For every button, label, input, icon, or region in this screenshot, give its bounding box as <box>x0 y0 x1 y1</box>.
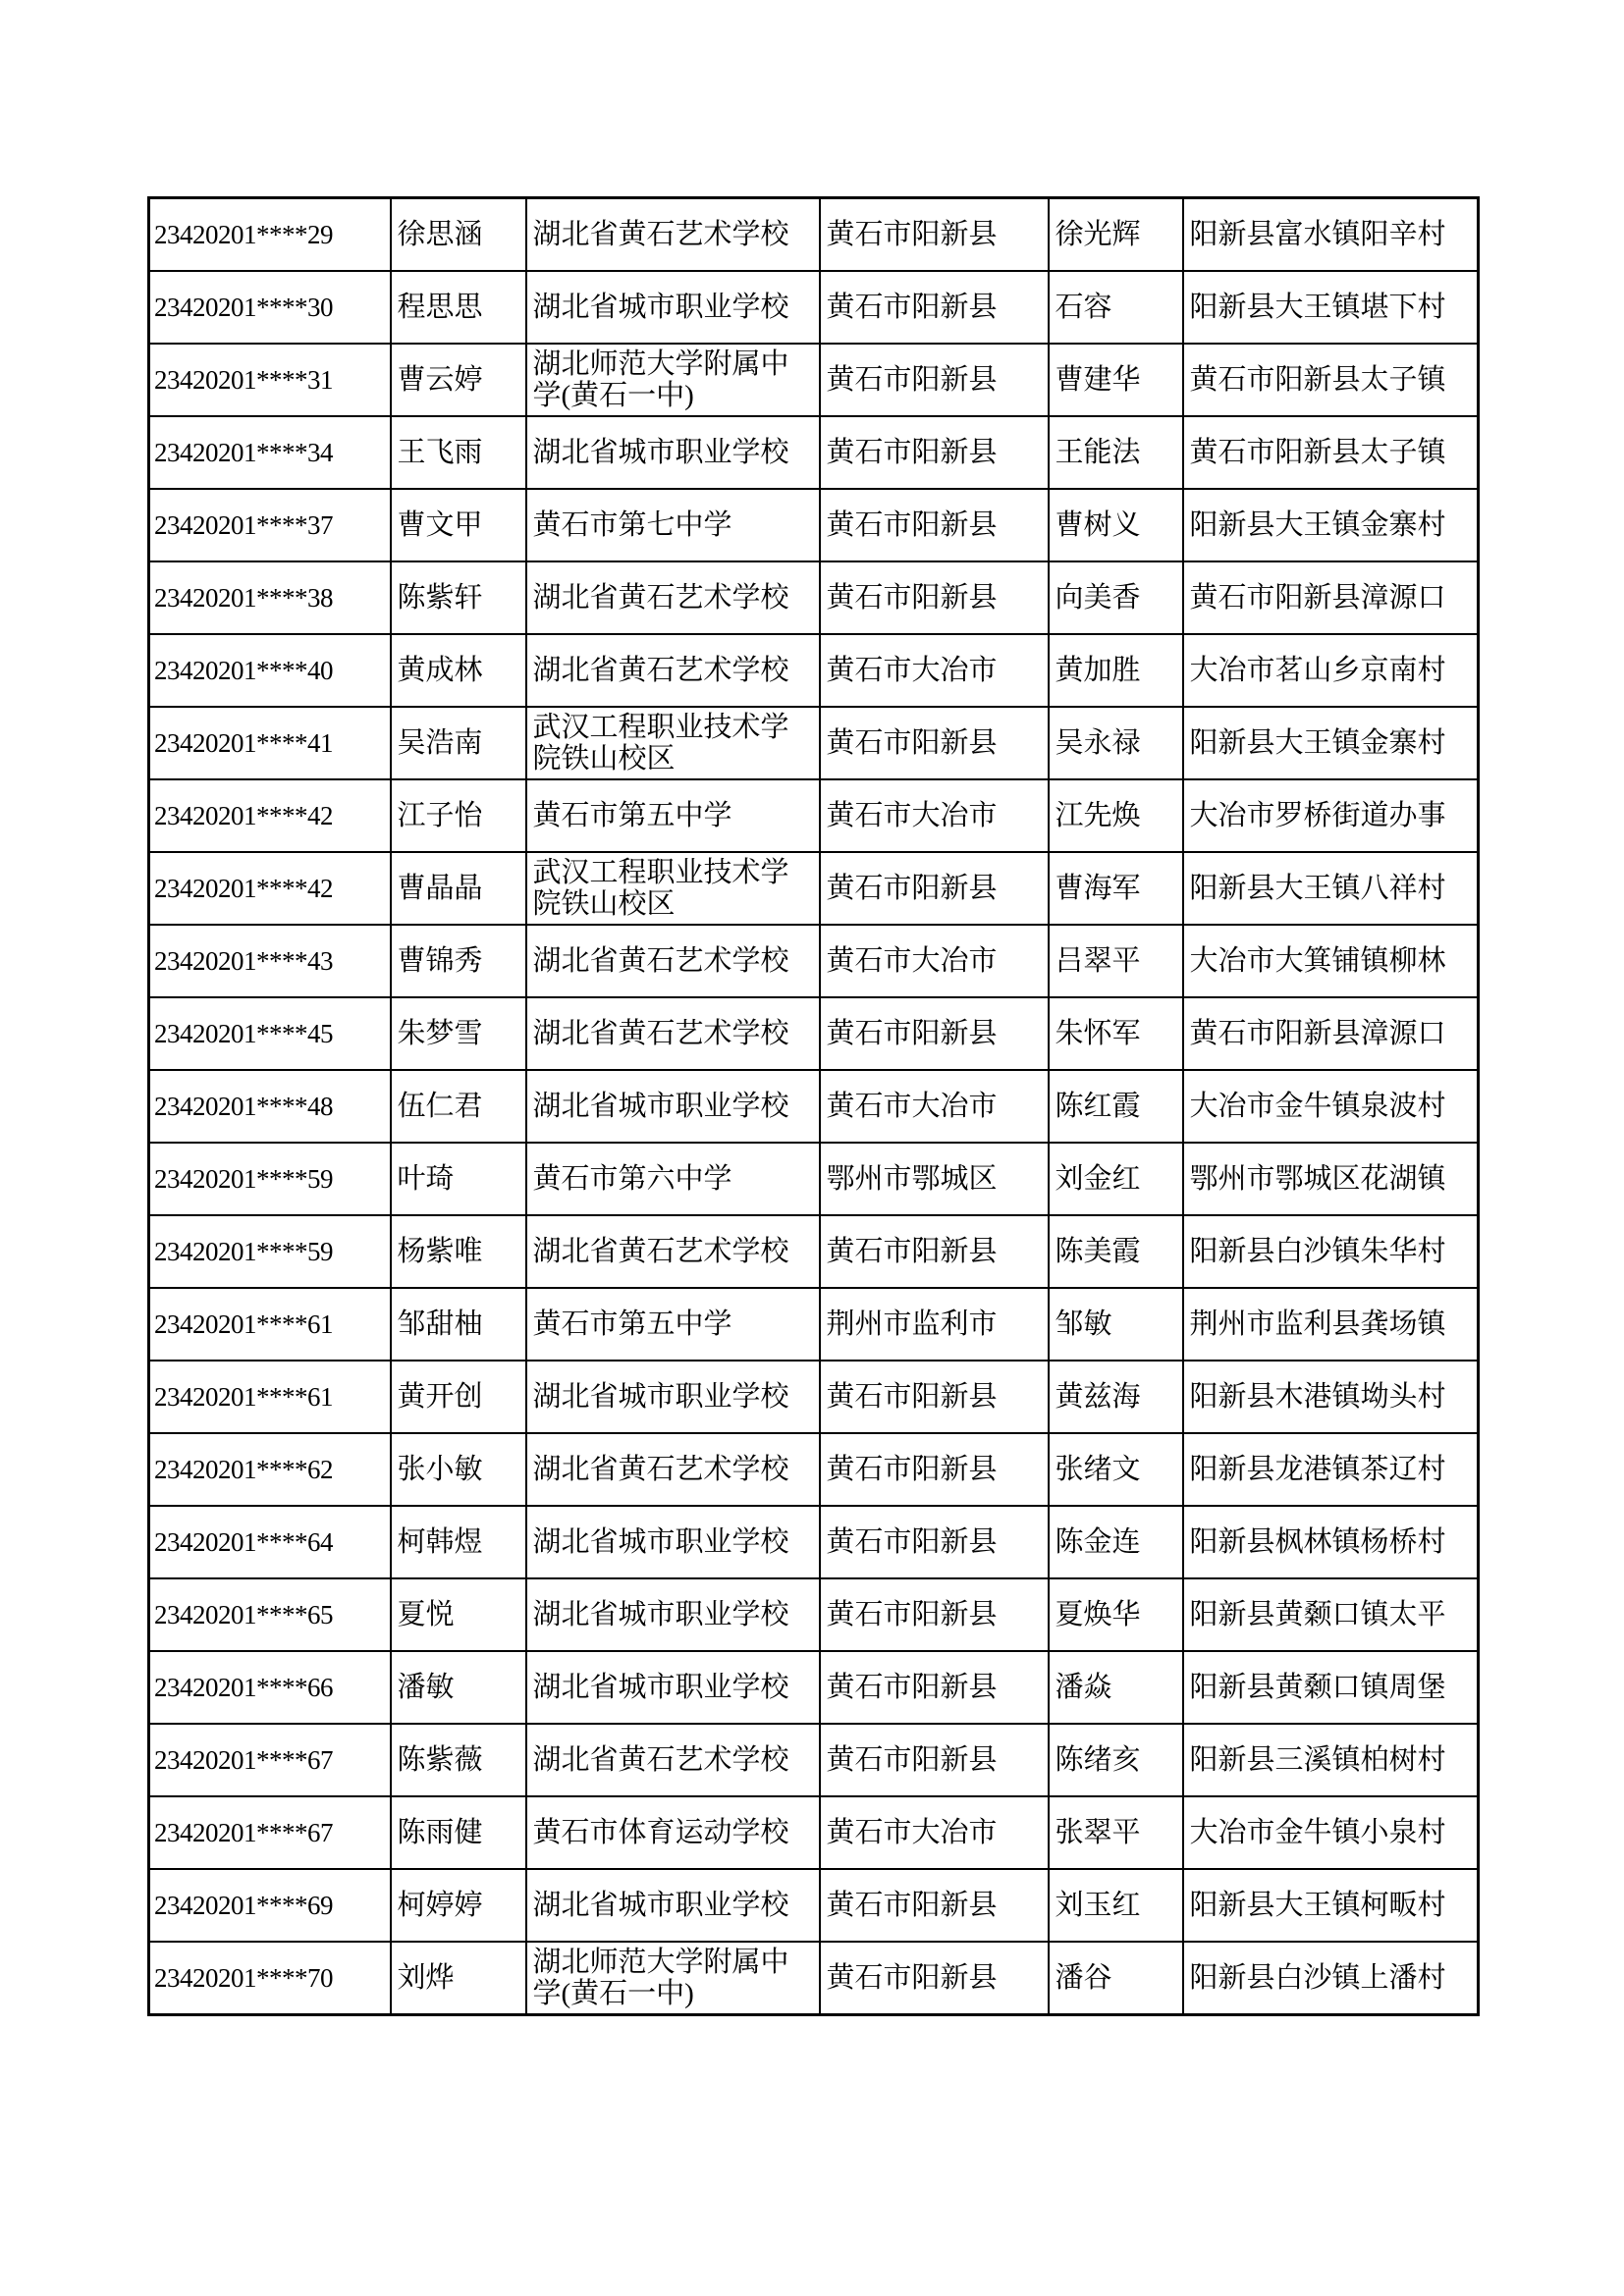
region-cell: 黄石市阳新县 <box>820 997 1049 1070</box>
school-cell: 黄石市体育运动学校 <box>526 1796 820 1869</box>
student-id-cell: 23420201****37 <box>149 489 391 561</box>
table-row <box>149 1942 1479 2015</box>
school-cell: 湖北省黄石艺术学校 <box>526 997 820 1070</box>
table-row <box>149 1796 1479 1869</box>
student-name-cell: 黄开创 <box>391 1361 526 1433</box>
region-cell: 黄石市阳新县 <box>820 561 1049 634</box>
region-cell: 黄石市大冶市 <box>820 1796 1049 1869</box>
student-id-cell: 23420201****40 <box>149 634 391 707</box>
school-cell: 湖北省城市职业学校 <box>526 271 820 344</box>
region-cell: 黄石市阳新县 <box>820 416 1049 489</box>
region-cell: 黄石市阳新县 <box>820 1215 1049 1288</box>
table-row <box>149 925 1479 997</box>
region-cell: 黄石市阳新县 <box>820 852 1049 925</box>
region-cell: 黄石市阳新县 <box>820 707 1049 779</box>
address-cell: 阳新县大王镇堪下村 <box>1183 271 1479 344</box>
school-cell: 湖北省城市职业学校 <box>526 1070 820 1143</box>
address-cell: 阳新县大王镇八祥村 <box>1183 852 1479 925</box>
region-cell: 黄石市阳新县 <box>820 1869 1049 1942</box>
student-id-cell: 23420201****67 <box>149 1724 391 1796</box>
table-row <box>149 1288 1479 1361</box>
student-id-cell: 23420201****66 <box>149 1651 391 1724</box>
table-row <box>149 271 1479 344</box>
table-row <box>149 344 1479 416</box>
region-cell: 鄂州市鄂城区 <box>820 1143 1049 1215</box>
student-name-cell: 陈紫轩 <box>391 561 526 634</box>
address-cell: 阳新县枫林镇杨桥村 <box>1183 1506 1479 1578</box>
address-cell: 阳新县大王镇金寨村 <box>1183 707 1479 779</box>
guardian-name-cell: 陈金连 <box>1049 1506 1183 1578</box>
address-cell: 阳新县大王镇柯畈村 <box>1183 1869 1479 1942</box>
guardian-name-cell: 曹海军 <box>1049 852 1183 925</box>
school-cell: 湖北师范大学附属中学(黄石一中) <box>526 344 820 416</box>
guardian-name-cell: 吴永禄 <box>1049 707 1183 779</box>
address-cell: 阳新县三溪镇柏树村 <box>1183 1724 1479 1796</box>
student-name-cell: 邹甜柚 <box>391 1288 526 1361</box>
student-id-cell: 23420201****38 <box>149 561 391 634</box>
student-id-cell: 23420201****31 <box>149 344 391 416</box>
region-cell: 黄石市大冶市 <box>820 779 1049 852</box>
region-cell: 黄石市阳新县 <box>820 1578 1049 1651</box>
student-name-cell: 夏悦 <box>391 1578 526 1651</box>
guardian-name-cell: 张绪文 <box>1049 1433 1183 1506</box>
guardian-name-cell: 向美香 <box>1049 561 1183 634</box>
student-name-cell: 曹锦秀 <box>391 925 526 997</box>
student-id-cell: 23420201****48 <box>149 1070 391 1143</box>
student-name-cell: 潘敏 <box>391 1651 526 1724</box>
guardian-name-cell: 陈绪亥 <box>1049 1724 1183 1796</box>
address-cell: 阳新县白沙镇上潘村 <box>1183 1942 1479 2015</box>
address-cell: 大冶市金牛镇小泉村 <box>1183 1796 1479 1869</box>
table-body <box>149 198 1479 2015</box>
address-cell: 阳新县龙港镇茶辽村 <box>1183 1433 1479 1506</box>
table-row <box>149 1361 1479 1433</box>
guardian-name-cell: 潘焱 <box>1049 1651 1183 1724</box>
student-name-cell: 江子怡 <box>391 779 526 852</box>
guardian-name-cell: 陈美霞 <box>1049 1215 1183 1288</box>
school-cell: 湖北省黄石艺术学校 <box>526 634 820 707</box>
guardian-name-cell: 刘金红 <box>1049 1143 1183 1215</box>
guardian-name-cell: 曹建华 <box>1049 344 1183 416</box>
address-cell: 黄石市阳新县太子镇 <box>1183 344 1479 416</box>
school-cell: 湖北省黄石艺术学校 <box>526 1433 820 1506</box>
school-cell: 湖北省黄石艺术学校 <box>526 1724 820 1796</box>
table-row <box>149 1651 1479 1724</box>
region-cell: 黄石市阳新县 <box>820 344 1049 416</box>
student-name-cell: 陈紫薇 <box>391 1724 526 1796</box>
school-cell: 黄石市第五中学 <box>526 1288 820 1361</box>
table-row <box>149 1578 1479 1651</box>
table-row <box>149 1070 1479 1143</box>
student-name-cell: 伍仁君 <box>391 1070 526 1143</box>
school-cell: 湖北省城市职业学校 <box>526 1361 820 1433</box>
region-cell: 黄石市阳新县 <box>820 489 1049 561</box>
table-row <box>149 779 1479 852</box>
address-cell: 大冶市罗桥街道办事 <box>1183 779 1479 852</box>
table-row <box>149 561 1479 634</box>
school-cell: 黄石市第七中学 <box>526 489 820 561</box>
table-row <box>149 852 1479 925</box>
student-id-cell: 23420201****64 <box>149 1506 391 1578</box>
region-cell: 黄石市大冶市 <box>820 1070 1049 1143</box>
student-id-cell: 23420201****42 <box>149 852 391 925</box>
address-cell: 黄石市阳新县太子镇 <box>1183 416 1479 489</box>
school-cell: 黄石市第五中学 <box>526 779 820 852</box>
guardian-name-cell: 朱怀军 <box>1049 997 1183 1070</box>
guardian-name-cell: 邹敏 <box>1049 1288 1183 1361</box>
student-name-cell: 曹云婷 <box>391 344 526 416</box>
address-cell: 阳新县富水镇阳辛村 <box>1183 198 1479 272</box>
student-name-cell: 徐思涵 <box>391 198 526 272</box>
school-cell: 湖北省城市职业学校 <box>526 1869 820 1942</box>
region-cell: 黄石市阳新县 <box>820 1724 1049 1796</box>
guardian-name-cell: 潘谷 <box>1049 1942 1183 2015</box>
guardian-name-cell: 夏焕华 <box>1049 1578 1183 1651</box>
region-cell: 黄石市阳新县 <box>820 271 1049 344</box>
student-name-cell: 陈雨健 <box>391 1796 526 1869</box>
guardian-name-cell: 张翠平 <box>1049 1796 1183 1869</box>
student-id-cell: 23420201****29 <box>149 198 391 272</box>
school-cell: 湖北省黄石艺术学校 <box>526 925 820 997</box>
guardian-name-cell: 黄加胜 <box>1049 634 1183 707</box>
student-name-cell: 张小敏 <box>391 1433 526 1506</box>
address-cell: 大冶市金牛镇泉波村 <box>1183 1070 1479 1143</box>
table-row <box>149 416 1479 489</box>
table-row <box>149 1433 1479 1506</box>
table-row <box>149 1215 1479 1288</box>
student-name-cell: 朱梦雪 <box>391 997 526 1070</box>
guardian-name-cell: 王能法 <box>1049 416 1183 489</box>
table-row <box>149 198 1479 272</box>
table-row <box>149 997 1479 1070</box>
guardian-name-cell: 江先焕 <box>1049 779 1183 852</box>
student-name-cell: 程思思 <box>391 271 526 344</box>
school-cell: 武汉工程职业技术学院铁山校区 <box>526 707 820 779</box>
student-id-cell: 23420201****59 <box>149 1143 391 1215</box>
guardian-name-cell: 黄兹海 <box>1049 1361 1183 1433</box>
address-cell: 阳新县木港镇坳头村 <box>1183 1361 1479 1433</box>
student-id-cell: 23420201****62 <box>149 1433 391 1506</box>
address-cell: 鄂州市鄂城区花湖镇 <box>1183 1143 1479 1215</box>
student-id-cell: 23420201****61 <box>149 1288 391 1361</box>
student-id-cell: 23420201****59 <box>149 1215 391 1288</box>
address-cell: 大冶市大箕铺镇柳林 <box>1183 925 1479 997</box>
address-cell: 黄石市阳新县漳源口 <box>1183 997 1479 1070</box>
table-row <box>149 634 1479 707</box>
address-cell: 阳新县黄颡口镇太平 <box>1183 1578 1479 1651</box>
guardian-name-cell: 曹树义 <box>1049 489 1183 561</box>
student-name-cell: 杨紫唯 <box>391 1215 526 1288</box>
guardian-name-cell: 徐光辉 <box>1049 198 1183 272</box>
student-id-cell: 23420201****43 <box>149 925 391 997</box>
student-id-cell: 23420201****70 <box>149 1942 391 2015</box>
table-row <box>149 1869 1479 1942</box>
student-name-cell: 吴浩南 <box>391 707 526 779</box>
student-name-cell: 王飞雨 <box>391 416 526 489</box>
school-cell: 湖北省城市职业学校 <box>526 1578 820 1651</box>
guardian-name-cell: 刘玉红 <box>1049 1869 1183 1942</box>
region-cell: 黄石市阳新县 <box>820 1433 1049 1506</box>
student-name-cell: 柯婷婷 <box>391 1869 526 1942</box>
region-cell: 黄石市阳新县 <box>820 1942 1049 2015</box>
student-id-cell: 23420201****42 <box>149 779 391 852</box>
guardian-name-cell: 石容 <box>1049 271 1183 344</box>
student-name-cell: 黄成林 <box>391 634 526 707</box>
student-name-cell: 柯韩煜 <box>391 1506 526 1578</box>
region-cell: 黄石市阳新县 <box>820 198 1049 272</box>
school-cell: 湖北省城市职业学校 <box>526 416 820 489</box>
table-row <box>149 707 1479 779</box>
school-cell: 湖北省城市职业学校 <box>526 1651 820 1724</box>
school-cell: 湖北师范大学附属中学(黄石一中) <box>526 1942 820 2015</box>
region-cell: 黄石市阳新县 <box>820 1361 1049 1433</box>
guardian-name-cell: 吕翠平 <box>1049 925 1183 997</box>
student-name-cell: 刘烨 <box>391 1942 526 2015</box>
school-cell: 湖北省城市职业学校 <box>526 1506 820 1578</box>
table-row <box>149 489 1479 561</box>
school-cell: 黄石市第六中学 <box>526 1143 820 1215</box>
address-cell: 阳新县大王镇金寨村 <box>1183 489 1479 561</box>
region-cell: 荆州市监利市 <box>820 1288 1049 1361</box>
school-cell: 武汉工程职业技术学院铁山校区 <box>526 852 820 925</box>
address-cell: 黄石市阳新县漳源口 <box>1183 561 1479 634</box>
guardian-name-cell: 陈红霞 <box>1049 1070 1183 1143</box>
school-cell: 湖北省黄石艺术学校 <box>526 561 820 634</box>
address-cell: 阳新县白沙镇朱华村 <box>1183 1215 1479 1288</box>
region-cell: 黄石市大冶市 <box>820 634 1049 707</box>
school-cell: 湖北省黄石艺术学校 <box>526 1215 820 1288</box>
student-name-cell: 曹文甲 <box>391 489 526 561</box>
student-id-cell: 23420201****69 <box>149 1869 391 1942</box>
student-id-cell: 23420201****30 <box>149 271 391 344</box>
student-id-cell: 23420201****65 <box>149 1578 391 1651</box>
table-row <box>149 1143 1479 1215</box>
region-cell: 黄石市阳新县 <box>820 1651 1049 1724</box>
address-cell: 大冶市茗山乡京南村 <box>1183 634 1479 707</box>
student-name-cell: 叶琦 <box>391 1143 526 1215</box>
student-name-cell: 曹晶晶 <box>391 852 526 925</box>
region-cell: 黄石市阳新县 <box>820 1506 1049 1578</box>
student-id-cell: 23420201****45 <box>149 997 391 1070</box>
table-row <box>149 1724 1479 1796</box>
student-id-cell: 23420201****41 <box>149 707 391 779</box>
school-cell: 湖北省黄石艺术学校 <box>526 198 820 272</box>
student-id-cell: 23420201****67 <box>149 1796 391 1869</box>
address-cell: 阳新县黄颡口镇周堡 <box>1183 1651 1479 1724</box>
student-id-cell: 23420201****61 <box>149 1361 391 1433</box>
region-cell: 黄石市大冶市 <box>820 925 1049 997</box>
student-id-cell: 23420201****34 <box>149 416 391 489</box>
student-table <box>147 196 1480 2016</box>
address-cell: 荆州市监利县龚场镇 <box>1183 1288 1479 1361</box>
table-row <box>149 1506 1479 1578</box>
